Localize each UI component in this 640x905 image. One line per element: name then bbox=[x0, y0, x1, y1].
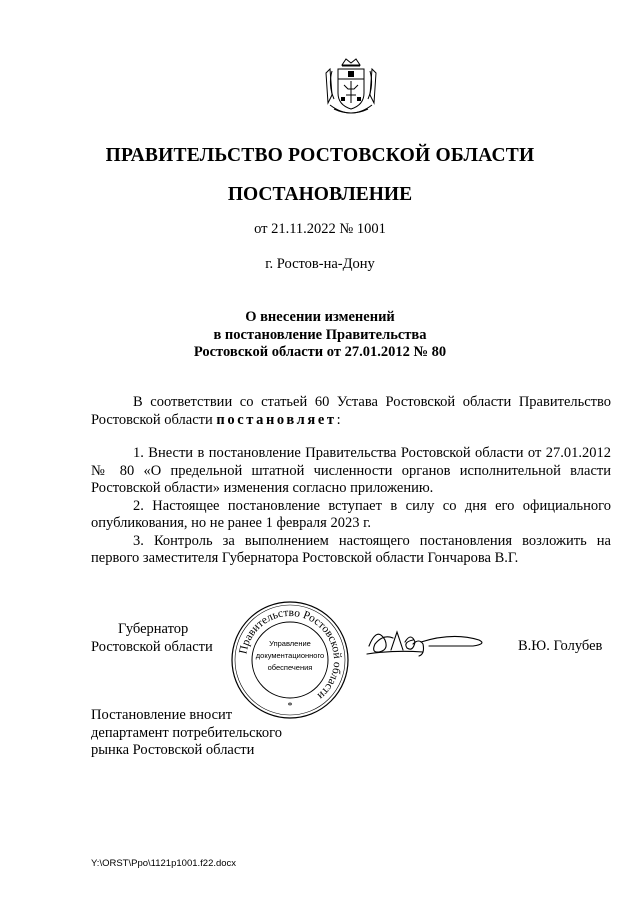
decree-item: 2. Настоящее постановление вступает в силу со дня его официального опубликования, но не ранее 1 февраля 2023 г. bbox=[91, 497, 611, 531]
organization-title: ПРАВИТЕЛЬСТВО РОСТОВСКОЙ ОБЛАСТИ bbox=[105, 145, 535, 166]
date-number: от 21.11.2022 № 1001 bbox=[254, 221, 386, 237]
preamble-text: В соответствии со статьей 60 Устава Ростовской области Правительство Ростовской области bbox=[91, 394, 611, 428]
seal-line: обеспечения bbox=[267, 663, 313, 672]
note-line: рынка Ростовской области bbox=[91, 742, 255, 758]
preamble-paragraph bbox=[91, 394, 611, 429]
signer-title bbox=[91, 620, 221, 656]
seal-ring-text: Правительство Ростовской области bbox=[237, 606, 344, 702]
document-type: ПОСТАНОВЛЕНИЕ bbox=[227, 184, 413, 205]
subject-line: Ростовской области от 27.01.2012 № 80 bbox=[193, 344, 447, 360]
subject-line: в постановление Правительства bbox=[213, 326, 427, 343]
decree-item: 3. Контроль за выполнением настоящего постановления возложить на первого заместителя Губернатора Ростовской области Гончарова В.Г. bbox=[91, 532, 611, 566]
handwritten-signature-icon bbox=[363, 620, 493, 670]
document-subject bbox=[0, 309, 640, 362]
seal-line: документационного bbox=[255, 651, 325, 660]
signer-name: В.Ю. Голубев bbox=[518, 638, 603, 654]
submission-note bbox=[91, 707, 282, 760]
signer-title-line: Ростовской области bbox=[91, 639, 213, 655]
preamble-colon: : bbox=[336, 411, 341, 428]
signer-title-line: Губернатор bbox=[118, 621, 189, 637]
decree-item: 1. Внести в постановление Правительства Ростовской области от 27.01.2012 № 80 «О предельной штатной численности органов исполнительной власти Ростовской области» изменения согласно приложению. bbox=[91, 445, 611, 496]
file-path: Y:\ORST\Ppo\1121p1001.f22.docx bbox=[91, 858, 237, 869]
city: г. Ростов-на-Дону bbox=[265, 256, 375, 272]
note-line: Постановление вносит bbox=[91, 707, 233, 723]
coat-of-arms-icon bbox=[318, 55, 384, 121]
decree-items bbox=[91, 445, 611, 568]
seal-star: * bbox=[287, 701, 293, 712]
note-line: департамент потребительского bbox=[91, 724, 282, 741]
resolves-word: постановляет bbox=[216, 411, 337, 428]
seal-line: Управление bbox=[269, 639, 311, 648]
subject-line: О внесении изменений bbox=[245, 309, 395, 325]
official-seal-icon bbox=[228, 598, 352, 722]
